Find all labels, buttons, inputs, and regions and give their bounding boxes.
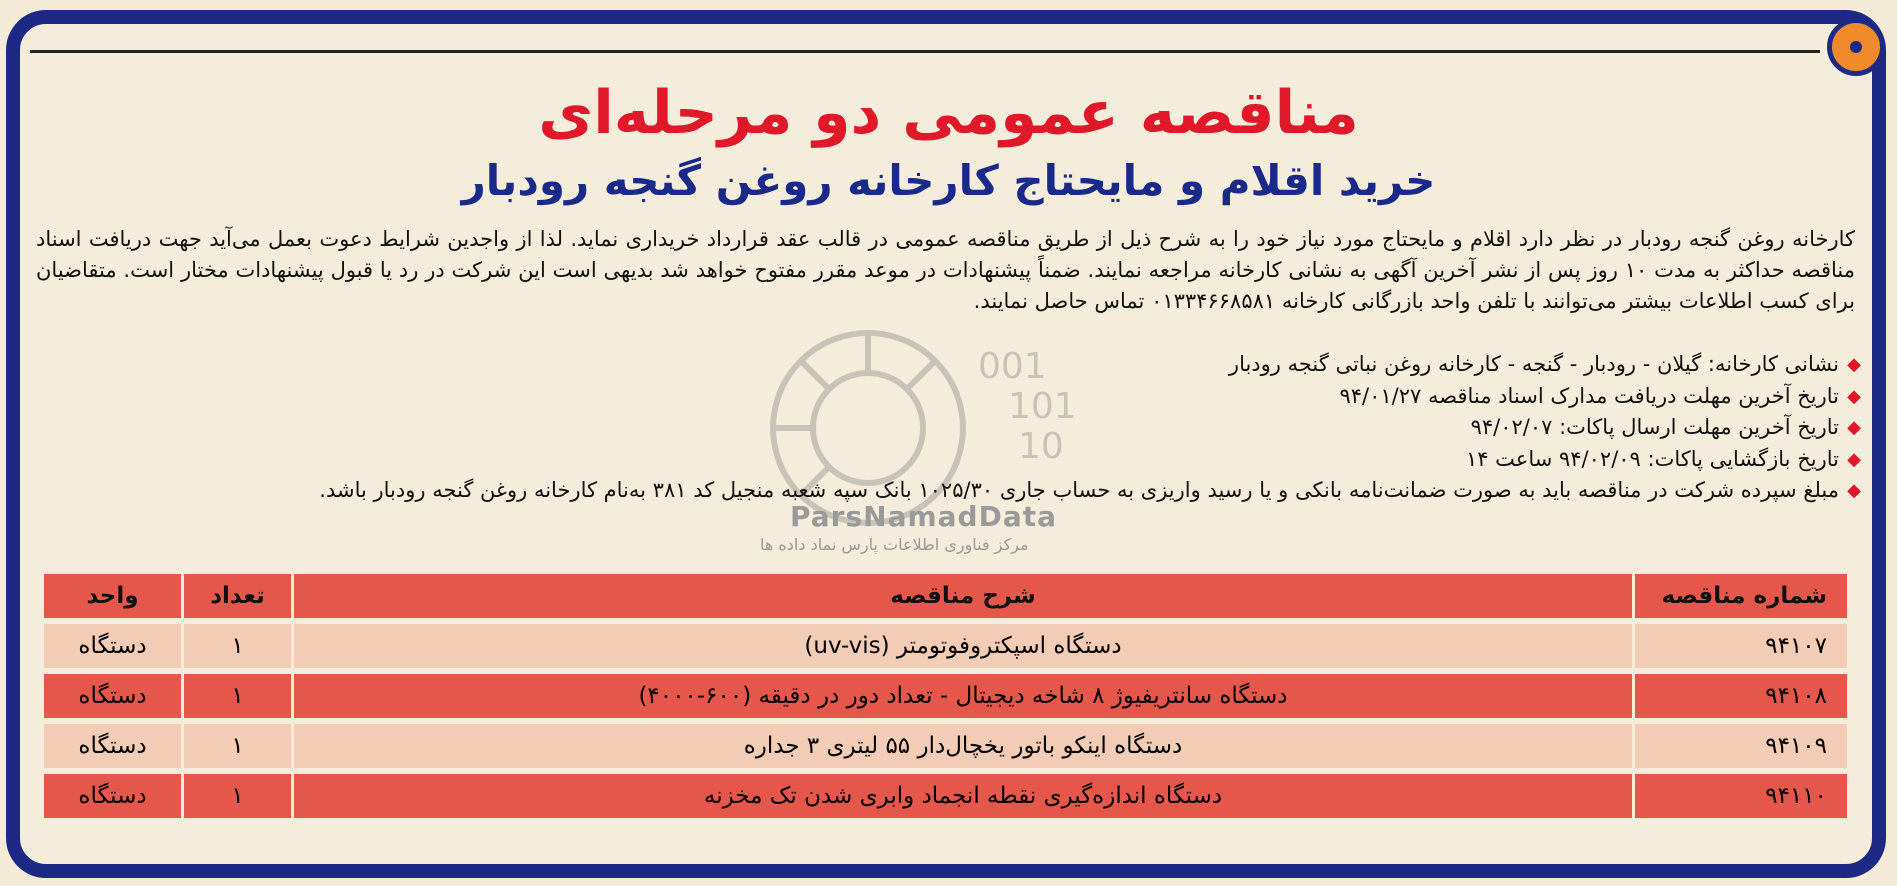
table-header-row <box>44 574 1850 618</box>
cell-number: ۹۴۱۰۹ <box>1635 724 1850 768</box>
header-description: شرح مناقصه <box>294 574 1635 618</box>
tender-table <box>44 568 1850 838</box>
svg-text:101: 101 <box>1008 386 1077 427</box>
cell-quantity: ۱ <box>184 674 294 718</box>
header-unit: واحد <box>44 574 184 618</box>
cell-quantity: ۱ <box>184 724 294 768</box>
svg-text:10: 10 <box>1018 426 1064 467</box>
list-item: ◆ تاریخ بازگشایی پاکات: ۹۴/۰۲/۰۹ ساعت ۱۴ <box>160 444 1861 476</box>
table-row <box>44 724 1850 768</box>
intro-paragraph: کارخانه روغن گنجه رودبار در نظر دارد اقلام و مایحتاج مورد نیاز خود را به شرح ذیل از طریق مناقصه عمومی در قالب عقد قرارداد خریداری نماید. لذا از واجدین شرایط دعوت بعمل می‌آید جهت دریافت اسناد مناقصه حداکثر به مدت ۱۰ روز پس از نشر آخرین آگهی به نشانی کارخانه مراجعه نمایند. ضمناً پیشنهادات در موعد مقرر مفتوح خواهد شد بدیهی است این شرکت در رد یا قبول پیشنهادات مختار است. متقاضیان برای کسب اطلاعات بیشتر می‌توانند با تلفن واحد بازرگانی کارخانه ۰۱۳۳۴۶۶۸۵۸۱ تماس حاصل نمایند. <box>36 227 1855 313</box>
svg-text:001: 001 <box>978 346 1047 387</box>
cell-number: ۹۴۱۰۷ <box>1635 624 1850 668</box>
cell-description: دستگاه اندازه‌گیری نقطه انجماد وابری شدن تک مخزنه <box>294 774 1635 818</box>
table-row <box>44 674 1850 718</box>
ad-title: مناقصه عمومی دو مرحله‌ای <box>538 78 1359 148</box>
list-item: ◆ تاریخ آخرین مهلت دریافت مدارک اسناد مناقصه ۹۴/۰۱/۲۷ <box>160 381 1861 413</box>
list-item: ◆ نشانی کارخانه: گیلان - رودبار - گنجه - کارخانه روغن نباتی گنجه رودبار <box>160 349 1861 381</box>
header-number: شماره مناقصه <box>1635 574 1850 618</box>
table-row <box>44 624 1850 668</box>
list-item: ◆ تاریخ آخرین مهلت ارسال پاکات: ۹۴/۰۲/۰۷ <box>160 412 1861 444</box>
cell-quantity: ۱ <box>184 624 294 668</box>
details-list <box>160 349 1861 507</box>
cell-unit: دستگاه <box>44 624 184 668</box>
cell-number: ۹۴۱۰۸ <box>1635 674 1850 718</box>
cell-description: دستگاه اسپکتروفوتومتر (uv-vis) <box>294 624 1635 668</box>
watermark-text: ParsNamadData <box>790 500 1057 533</box>
cell-unit: دستگاه <box>44 724 184 768</box>
corner-bullet-icon <box>1827 18 1885 76</box>
cell-quantity: ۱ <box>184 774 294 818</box>
list-item: ◆ مبلغ سپرده شرکت در مناقصه باید به صورت ضمانت‌نامه بانکی و یا رسید واریزی به حساب جاری ۱۰۲۵/۳۰ بانک سپه شعبه منجیل کد ۳۸۱ به‌نام کارخانه روغن گنجه رودبار باشد. <box>160 475 1861 507</box>
top-divider <box>30 50 1820 53</box>
cell-unit: دستگاه <box>44 774 184 818</box>
cell-description: دستگاه سانتریفیوژ ۸ شاخه دیجیتال - تعداد دور در دقیقه (۶۰۰-۴۰۰۰) <box>294 674 1635 718</box>
cell-unit: دستگاه <box>44 674 184 718</box>
table-row <box>44 774 1850 818</box>
header-quantity: تعداد <box>184 574 294 618</box>
watermark-subtext: مرکز فناوری اطلاعات پارس نماد داده ها <box>760 535 1029 554</box>
cell-description: دستگاه اینکو باتور یخچال‌دار ۵۵ لیتری ۳ جداره <box>294 724 1635 768</box>
cell-number: ۹۴۱۱۰ <box>1635 774 1850 818</box>
ad-subtitle: خرید اقلام و مایحتاج کارخانه روغن گنجه رودبار <box>461 156 1436 205</box>
